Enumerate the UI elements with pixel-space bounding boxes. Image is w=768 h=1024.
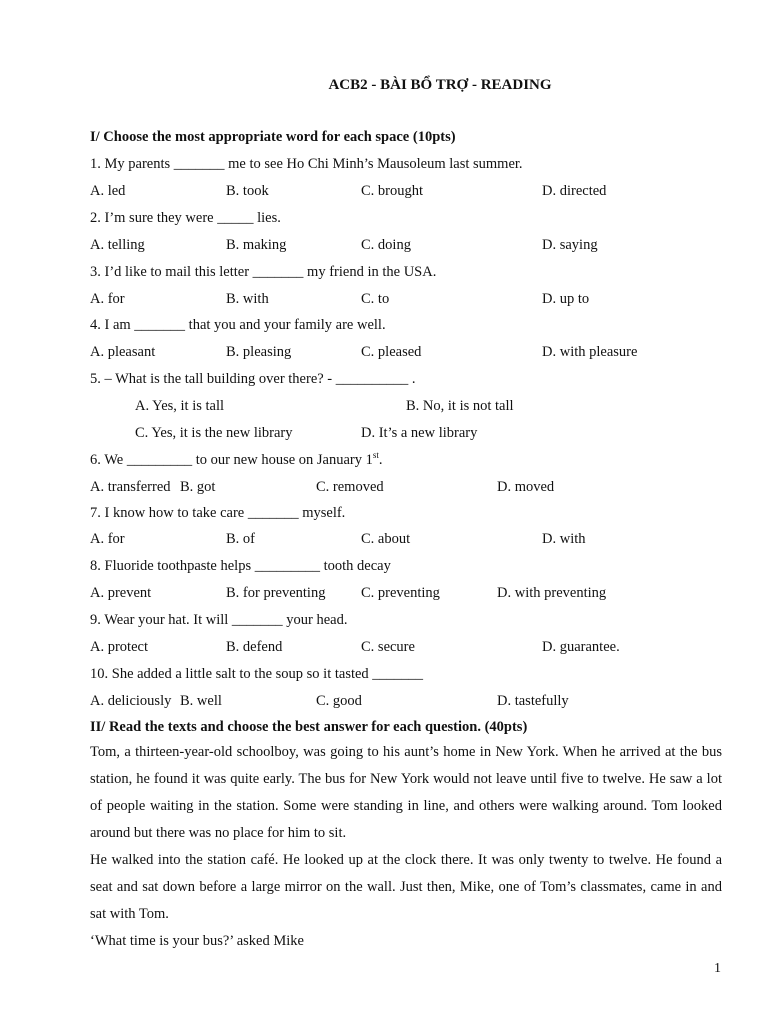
ordinal-suffix: st — [372, 450, 379, 461]
q1-option-b: B. took — [226, 183, 269, 199]
q2-option-b: B. making — [226, 237, 287, 253]
q9-option-a: A. protect — [90, 639, 148, 655]
q6-option-a: A. transferred — [90, 479, 171, 495]
q1-option-a: A. led — [90, 183, 126, 199]
q8-option-b: B. for preventing — [226, 585, 326, 601]
section-2-heading: II/ Read the texts and choose the best answer for each question. (40pts) — [90, 719, 528, 735]
q4-option-c: C. pleased — [361, 344, 422, 360]
q8-option-d: D. with preventing — [497, 585, 607, 601]
q6-option-c: C. removed — [316, 479, 384, 495]
section-1-heading: I/ Choose the most appropriate word for each space (10pts) — [90, 129, 456, 145]
q2-option-c: C. doing — [361, 237, 411, 253]
q3-option-d: D. up to — [542, 291, 590, 307]
q8-option-c: C. preventing — [361, 585, 440, 601]
q4-option-b: B. pleasing — [226, 344, 292, 360]
reading-passage — [90, 739, 722, 955]
q5-option-c: C. Yes, it is the new library — [135, 425, 293, 441]
q7-option-a: A. for — [90, 531, 125, 547]
q5-option-b: B. No, it is not tall — [406, 398, 514, 414]
question-5: 5. – What is the tall building over there? - __________ . — [90, 371, 416, 387]
q10-option-c: C. good — [316, 693, 362, 709]
q3-option-c: C. to — [361, 291, 390, 307]
q5-option-a: A. Yes, it is tall — [135, 398, 225, 414]
question-9: 9. Wear your hat. It will _______ your head. — [90, 612, 348, 628]
q10-option-a: A. deliciously — [90, 693, 172, 709]
question-2: 2. I’m sure they were _____ lies. — [90, 210, 281, 226]
q2-option-a: A. telling — [90, 237, 145, 253]
document-title: ACB2 - BÀI BỔ TRỢ - READING — [328, 77, 552, 93]
q6-option-b: B. got — [180, 479, 216, 495]
q1-option-c: C. brought — [361, 183, 424, 199]
q7-option-b: B. of — [226, 531, 255, 547]
passage-paragraph: Tom, a thirteen-year-old schoolboy, was going to his aunt’s home in New York. When he arrived at the bus station, he found it was quite early. The bus for New York would not leave until five to twelve. He saw a lot of people waiting in the station. Some were standing in line, and others were walking around. Tom looked around but there was no place for him to sit. — [90, 744, 722, 841]
passage-paragraph: He walked into the station café. He looked up at the clock there. It was only twenty to twelve. He found a seat and sat down before a large mirror on the wall. Just then, Mike, one of Tom’s classmates, came in and sat with Tom. — [90, 852, 722, 922]
q9-option-c: C. secure — [361, 639, 415, 655]
q6-option-d: D. moved — [497, 479, 555, 495]
q4-option-a: A. pleasant — [90, 344, 156, 360]
q3-option-b: B. with — [226, 291, 269, 307]
q4-option-d: D. with pleasure — [542, 344, 638, 360]
q10-option-d: D. tastefully — [497, 693, 569, 709]
question-4: 4. I am _______ that you and your family are well. — [90, 317, 386, 333]
q7-option-d: D. with — [542, 531, 586, 547]
question-7: 7. I know how to take care _______ myself. — [90, 505, 346, 521]
q8-option-a: A. prevent — [90, 585, 152, 601]
question-6: 6. We _________ to our new house on January 1st. — [90, 450, 383, 468]
passage-paragraph: ‘What time is your bus?’ asked Mike — [90, 933, 304, 949]
q7-option-c: C. about — [361, 531, 411, 547]
question-1: 1. My parents _______ me to see Ho Chi Minh’s Mausoleum last summer. — [90, 156, 523, 172]
question-10: 10. She added a little salt to the soup so it tasted _______ — [90, 666, 424, 682]
question-8: 8. Fluoride toothpaste helps _________ tooth decay — [90, 558, 391, 574]
q2-option-d: D. saying — [542, 237, 598, 253]
q1-option-d: D. directed — [542, 183, 607, 199]
page-number: 1 — [714, 961, 721, 976]
q9-option-d: D. guarantee. — [542, 639, 620, 655]
q9-option-b: B. defend — [226, 639, 283, 655]
question-3: 3. I’d like to mail this letter _______ my friend in the USA. — [90, 264, 437, 280]
q5-option-d: D. It’s a new library — [361, 425, 478, 441]
q3-option-a: A. for — [90, 291, 125, 307]
q10-option-b: B. well — [180, 693, 222, 709]
